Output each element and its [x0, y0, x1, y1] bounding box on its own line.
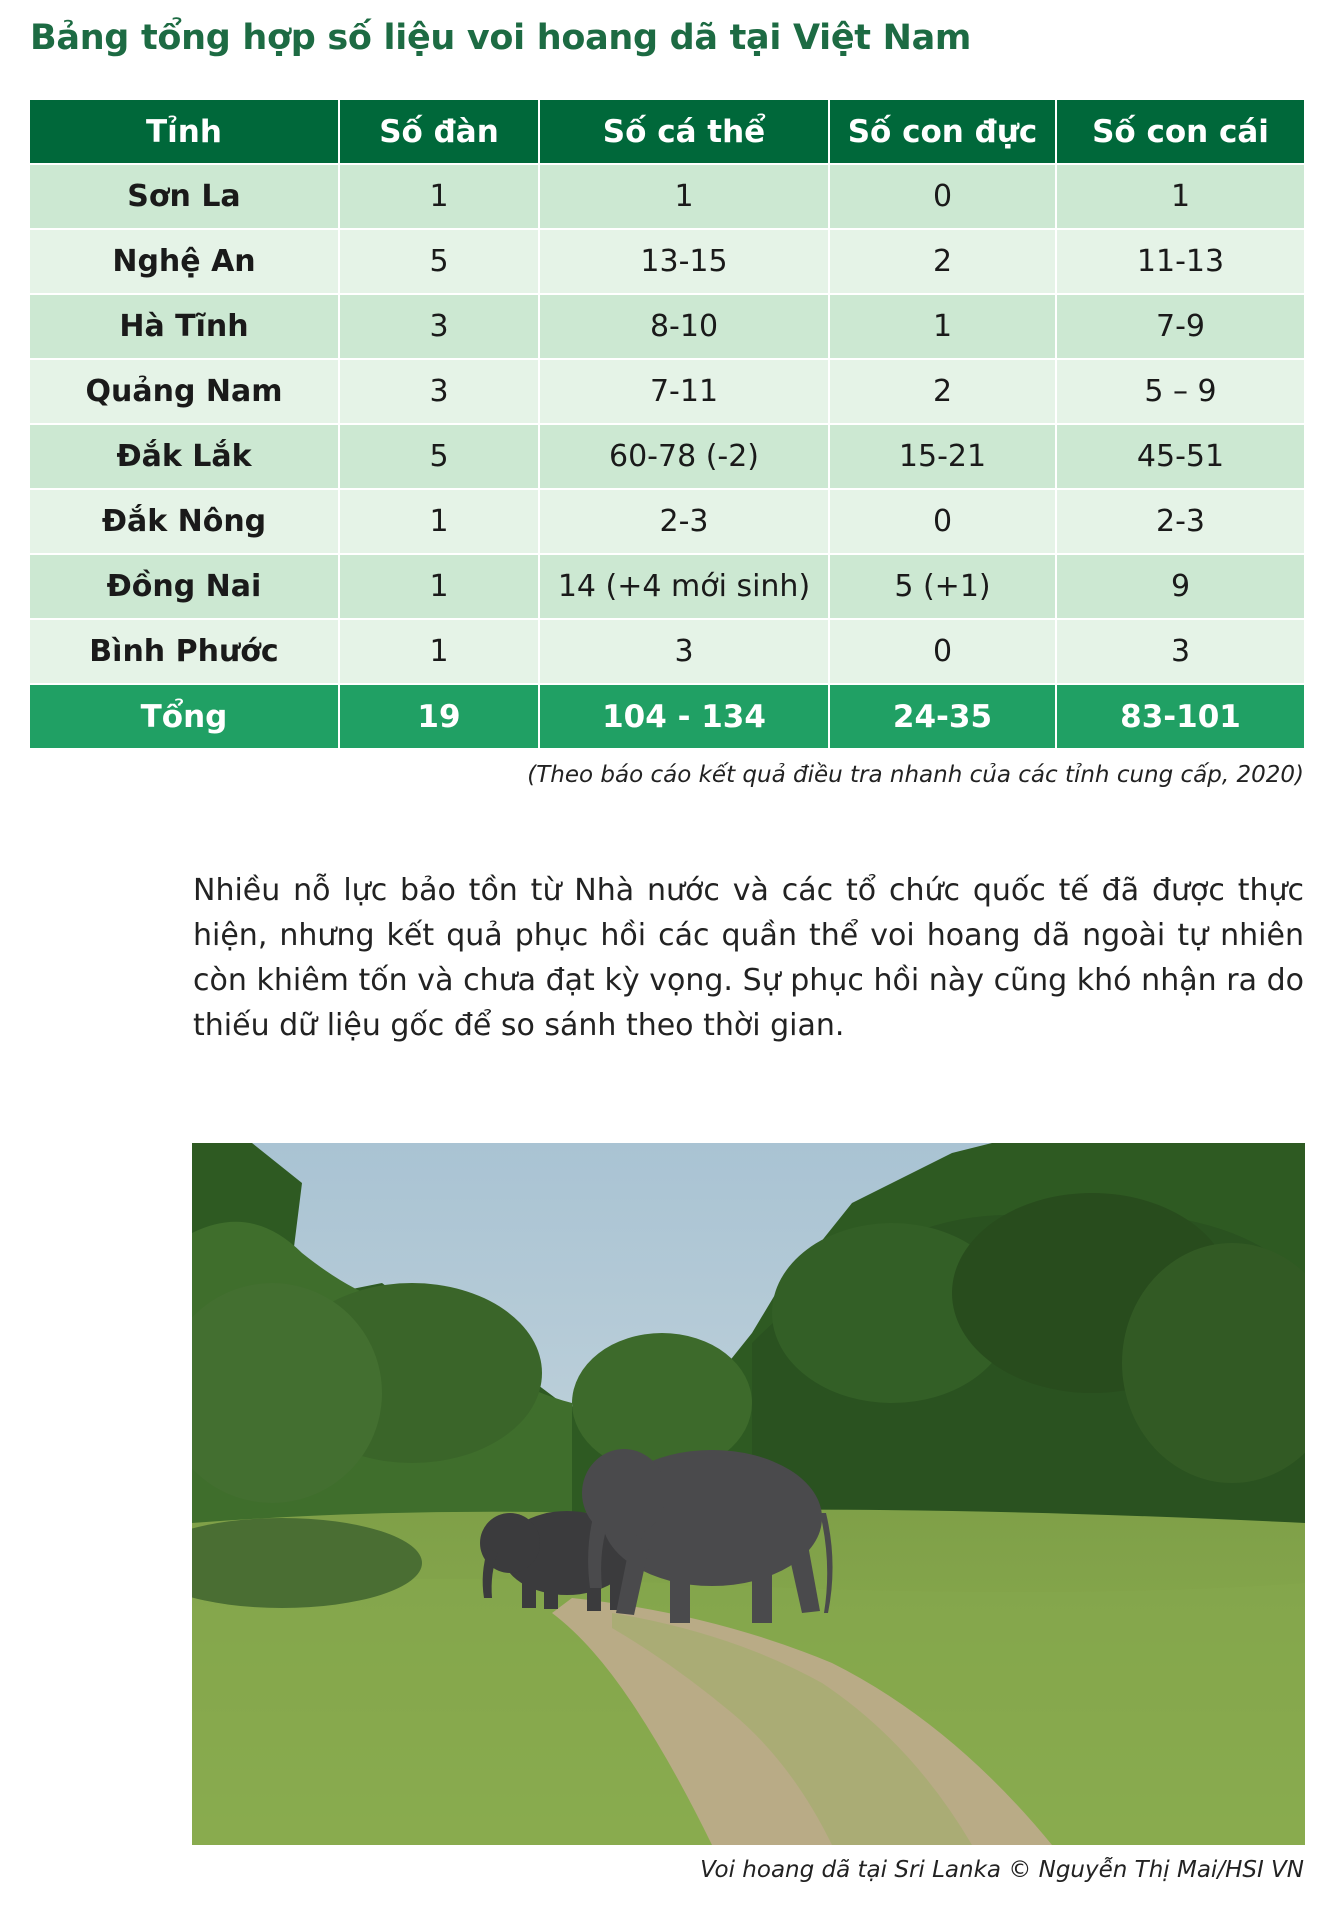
- individuals-cell: 60-78 (-2): [540, 425, 830, 490]
- table-row: [30, 295, 1304, 360]
- table-row: [30, 425, 1304, 490]
- total-row: [30, 685, 1304, 748]
- total-males: 24-35: [830, 685, 1057, 748]
- herds-cell: 5: [340, 230, 540, 295]
- province-cell: Sơn La: [30, 165, 340, 230]
- table-source-note: (Theo báo cáo kết quả điều tra nhanh của các tỉnh cung cấp, 2020): [527, 762, 1304, 788]
- females-cell: 5 – 9: [1057, 360, 1304, 425]
- elephant-photo: [192, 1143, 1305, 1845]
- province-cell: Bình Phước: [30, 620, 340, 685]
- table-row: [30, 360, 1304, 425]
- page-title: Bảng tổng hợp số liệu voi hoang dã tại Việt Nam: [30, 18, 972, 58]
- males-cell: 0: [830, 620, 1057, 685]
- table-header-row: [30, 100, 1304, 165]
- males-cell: 0: [830, 165, 1057, 230]
- females-cell: 45-51: [1057, 425, 1304, 490]
- individuals-cell: 3: [540, 620, 830, 685]
- females-cell: 9: [1057, 555, 1304, 620]
- province-cell: Nghệ An: [30, 230, 340, 295]
- province-cell: Đắk Lắk: [30, 425, 340, 490]
- total-herds: 19: [340, 685, 540, 748]
- herds-cell: 3: [340, 360, 540, 425]
- total-individuals: 104 - 134: [540, 685, 830, 748]
- province-cell: Đắk Nông: [30, 490, 340, 555]
- females-cell: 11-13: [1057, 230, 1304, 295]
- individuals-cell: 7-11: [540, 360, 830, 425]
- males-cell: 2: [830, 230, 1057, 295]
- table-row: [30, 165, 1304, 230]
- total-label: Tổng: [30, 685, 340, 748]
- females-cell: 7-9: [1057, 295, 1304, 360]
- males-cell: 2: [830, 360, 1057, 425]
- table-row: [30, 230, 1304, 295]
- males-cell: 15-21: [830, 425, 1057, 490]
- province-cell: Quảng Nam: [30, 360, 340, 425]
- individuals-cell: 1: [540, 165, 830, 230]
- column-header-province: Tỉnh: [30, 100, 340, 165]
- herds-cell: 5: [340, 425, 540, 490]
- body-paragraph: Nhiều nỗ lực bảo tồn từ Nhà nước và các tổ chức quốc tế đã được thực hiện, nhưng kết quả phục hồi các quần thể voi hoang dã ngoài tự nhiên còn khiêm tốn và chưa đạt kỳ vọng. Sự phục hồi này cũng khó nhận ra do thiếu dữ liệu gốc để so sánh theo thời gian.: [193, 873, 1304, 1043]
- elephant-data-table: [30, 100, 1304, 748]
- herds-cell: 1: [340, 620, 540, 685]
- column-header-females: Số con cái: [1057, 100, 1304, 165]
- females-cell: 2-3: [1057, 490, 1304, 555]
- females-cell: 3: [1057, 620, 1304, 685]
- province-cell: Hà Tĩnh: [30, 295, 340, 360]
- table-row: [30, 490, 1304, 555]
- herds-cell: 3: [340, 295, 540, 360]
- males-cell: 1: [830, 295, 1057, 360]
- herds-cell: 1: [340, 555, 540, 620]
- column-header-individuals: Số cá thể: [540, 100, 830, 165]
- males-cell: 0: [830, 490, 1057, 555]
- individuals-cell: 8-10: [540, 295, 830, 360]
- column-header-herds: Số đàn: [340, 100, 540, 165]
- photo-caption: Voi hoang dã tại Sri Lanka © Nguyễn Thị Mai/HSI VN: [700, 1857, 1304, 1883]
- province-cell: Đồng Nai: [30, 555, 340, 620]
- table-row: [30, 555, 1304, 620]
- column-header-males: Số con đực: [830, 100, 1057, 165]
- table-row: [30, 620, 1304, 685]
- total-females: 83-101: [1057, 685, 1304, 748]
- individuals-cell: 14 (+4 mới sinh): [540, 555, 830, 620]
- individuals-cell: 13-15: [540, 230, 830, 295]
- males-cell: 5 (+1): [830, 555, 1057, 620]
- herds-cell: 1: [340, 490, 540, 555]
- herds-cell: 1: [340, 165, 540, 230]
- females-cell: 1: [1057, 165, 1304, 230]
- individuals-cell: 2-3: [540, 490, 830, 555]
